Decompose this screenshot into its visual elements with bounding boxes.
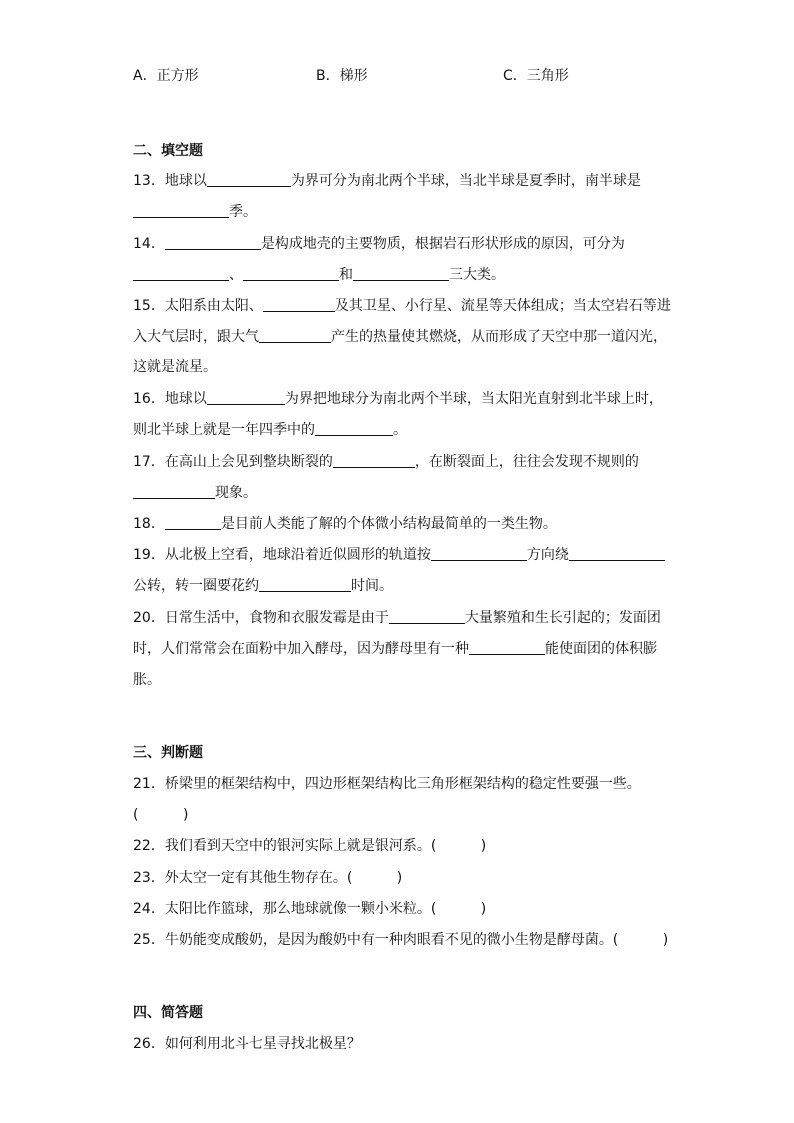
answer-blank[interactable] bbox=[569, 545, 665, 561]
question-17-line1: 17．在高山上会见到整块断裂的 ，在断裂面上，往往会发现不规则的 bbox=[133, 454, 639, 470]
question-19-line1: 19．从北极上空看，地球沿着近似圆形的轨道按 方向绕 bbox=[133, 545, 665, 565]
answer-blank[interactable] bbox=[389, 608, 465, 624]
question-20-line3: 胀。 bbox=[133, 672, 161, 688]
answer-blank[interactable] bbox=[315, 420, 393, 436]
answer-blank[interactable] bbox=[133, 483, 215, 499]
answer-blank[interactable] bbox=[263, 296, 335, 312]
question-17-line2: 现象。 bbox=[133, 483, 257, 503]
section-title-short-answer: 四、简答题 bbox=[133, 1005, 203, 1021]
question-15-line1: 15．太阳系由太阳、 及其卫星、小行星、流星等天体组成；当太空岩石等进 bbox=[133, 298, 671, 314]
option-b: B．梯形 bbox=[316, 68, 368, 84]
question-19-line2: 公转，转一圈要花约 时间。 bbox=[133, 578, 393, 594]
answer-blank[interactable] bbox=[431, 545, 527, 561]
question-20-line1: 20．日常生活中，食物和衣服发霉是由于 大量繁殖和生长引起的；发面团 bbox=[133, 610, 661, 626]
answer-blank[interactable] bbox=[259, 327, 331, 343]
answer-blank[interactable] bbox=[207, 389, 285, 405]
question-21: 21．桥梁里的框架结构中，四边形框架结构比三角形框架结构的稳定性要强一些。 bbox=[133, 776, 641, 792]
answer-blank[interactable] bbox=[353, 265, 449, 281]
section-title-fill-blank: 二、填空题 bbox=[133, 143, 203, 159]
answer-blank[interactable] bbox=[333, 452, 415, 468]
question-13-line1: 13．地球以 为界可分为南北两个半球，当北半球是夏季时，南半球是 bbox=[133, 173, 641, 189]
question-13-line2: 季。 bbox=[133, 202, 257, 222]
question-15-line2: 入大气层时，跟大气 产生的热量使其燃烧，从而形成了天空中那一道闪光， bbox=[133, 329, 667, 345]
option-c: C．三角形 bbox=[503, 68, 569, 84]
answer-blank[interactable] bbox=[243, 265, 339, 281]
question-14-line1: 14． 是构成地壳的主要物质，根据岩石形状形成的原因，可分为 bbox=[133, 236, 625, 252]
question-23: 23．外太空一定有其他生物存在。( ) bbox=[133, 870, 403, 886]
answer-blank[interactable] bbox=[133, 265, 229, 281]
answer-blank[interactable] bbox=[207, 171, 291, 187]
question-22: 22．我们看到天空中的银河实际上就是银河系。( ) bbox=[133, 838, 487, 854]
option-a: A．正方形 bbox=[133, 68, 199, 84]
answer-blank[interactable] bbox=[469, 639, 545, 655]
question-14-line2: 、 和 三大类。 bbox=[133, 265, 505, 285]
question-16-line2: 则北半球上就是一年四季中的 。 bbox=[133, 422, 407, 438]
answer-blank[interactable] bbox=[259, 576, 351, 592]
question-20-line2: 时，人们常常会在面粉中加入酵母，因为酵母里有一种 能使面团的体积膨 bbox=[133, 641, 657, 657]
question-18: 18． 是目前人类能了解的个体微小结构最简单的一类生物。 bbox=[133, 516, 557, 532]
question-25: 25．牛奶能变成酸奶，是因为酸奶中有一种肉眼看不见的微小生物是酵母菌。( ) bbox=[133, 932, 669, 948]
answer-blank[interactable] bbox=[133, 202, 229, 218]
section-title-true-false: 三、判断题 bbox=[133, 745, 203, 761]
question-24: 24．太阳比作篮球，那么地球就像一颗小米粒。( ) bbox=[133, 901, 487, 917]
question-15-line3: 这就是流星。 bbox=[133, 359, 217, 375]
answer-blank[interactable] bbox=[165, 234, 261, 250]
answer-paren-21[interactable]: ( ) bbox=[133, 807, 189, 823]
question-16-line1: 16．地球以 为界把地球分为南北两个半球，当太阳光直射到北半球上时， bbox=[133, 391, 663, 407]
question-26: 26．如何利用北斗七星寻找北极星？ bbox=[133, 1036, 361, 1052]
answer-blank[interactable] bbox=[165, 514, 221, 530]
